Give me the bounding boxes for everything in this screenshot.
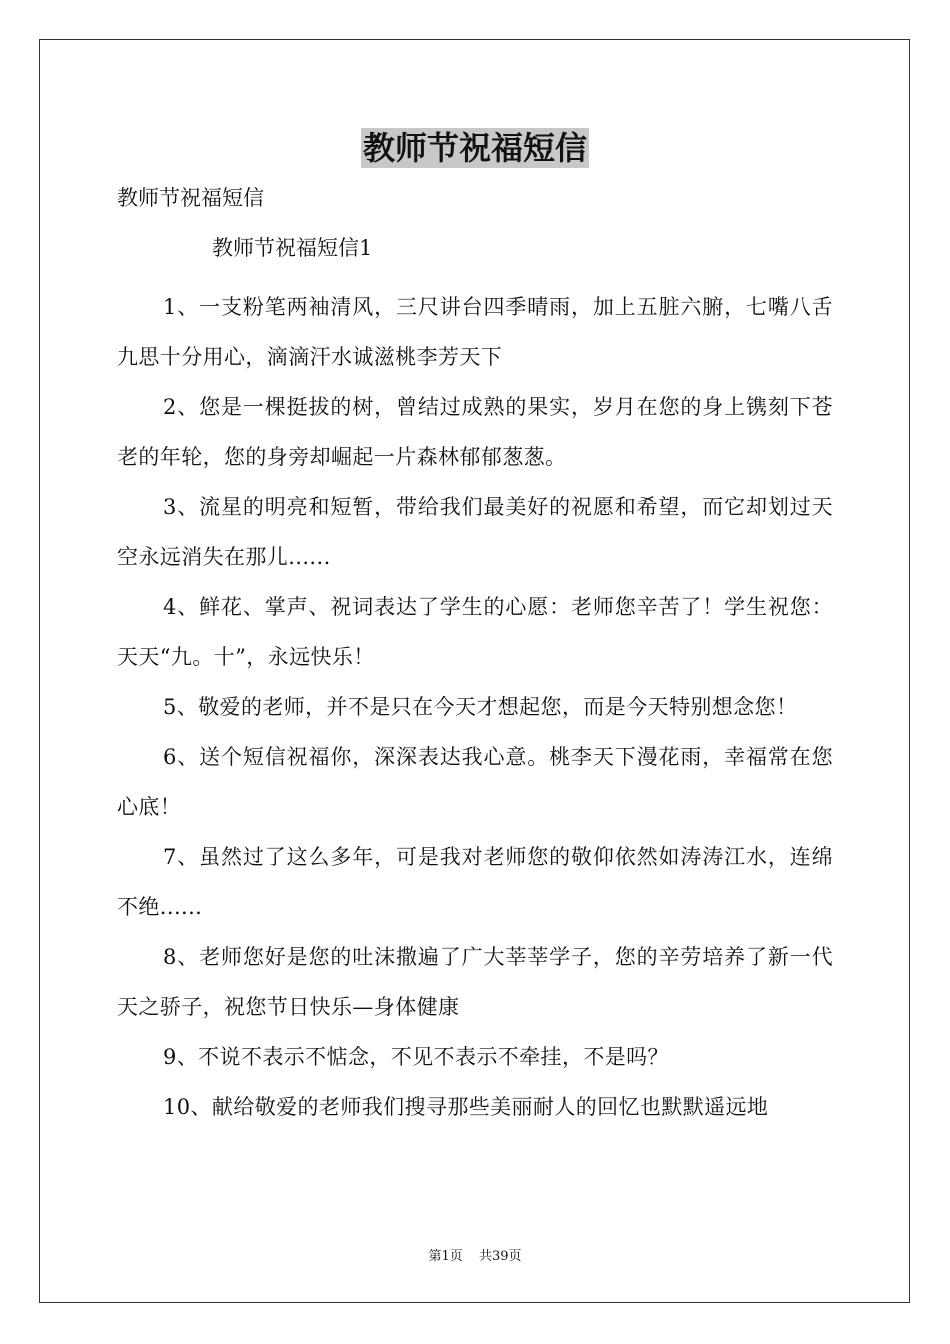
paragraph-6: 6、送个短信祝福你，深深表达我心意。桃李天下漫花雨，幸福常在您心底！ [117, 745, 833, 819]
paragraph-5: 5、敬爱的老师，并不是只在今天才想起您，而是今天特别想念您！ [163, 695, 798, 719]
page-footer [0, 1249, 950, 1265]
paragraph-9: 9、不说不表示不惦念，不见不表示不牵挂，不是吗？ [163, 1045, 669, 1069]
section-heading: 教师节祝福短信1 [212, 236, 373, 260]
document-title: 教师节祝福短信 [362, 129, 587, 167]
paragraph-2: 2、您是一棵挺拔的树，曾结过成熟的果实，岁月在您的身上镌刻下苍老的年轮，您的身旁却崛起一片森林郁郁葱葱。 [117, 395, 833, 469]
paragraph-10: 10、献给敬爱的老师我们搜寻那些美丽耐人的回忆也默默遥远地 [163, 1095, 769, 1119]
paragraph-3: 3、流星的明亮和短暂，带给我们最美好的祝愿和希望，而它却划过天空永远消失在那儿...... [117, 495, 833, 569]
paragraph-7: 7、虽然过了这么多年，可是我对老师您的敬仰依然如涛涛江水，连绵不绝...... [117, 845, 833, 919]
page-number-total: 共39页 [478, 1249, 522, 1264]
title-area [0, 128, 950, 168]
page-number-current: 第1页 [428, 1249, 463, 1264]
paragraph-4: 4、鲜花、掌声、祝词表达了学生的心愿：老师您辛苦了！学生祝您：天天“九。十”，永远快乐！ [117, 595, 833, 669]
paragraph-8: 8、老师您好是您的吐沫撒遍了广大莘莘学子，您的辛劳培养了新一代天之骄子，祝您节日快乐—身体健康 [117, 945, 833, 1019]
paragraph-1: 1、一支粉笔两袖清风，三尺讲台四季晴雨，加上五脏六腑，七嘴八舌九思十分用心，滴滴汗水诚滋桃李芳天下 [117, 295, 833, 369]
document-subtitle: 教师节祝福短信 [117, 186, 264, 210]
document-body [117, 282, 833, 1132]
